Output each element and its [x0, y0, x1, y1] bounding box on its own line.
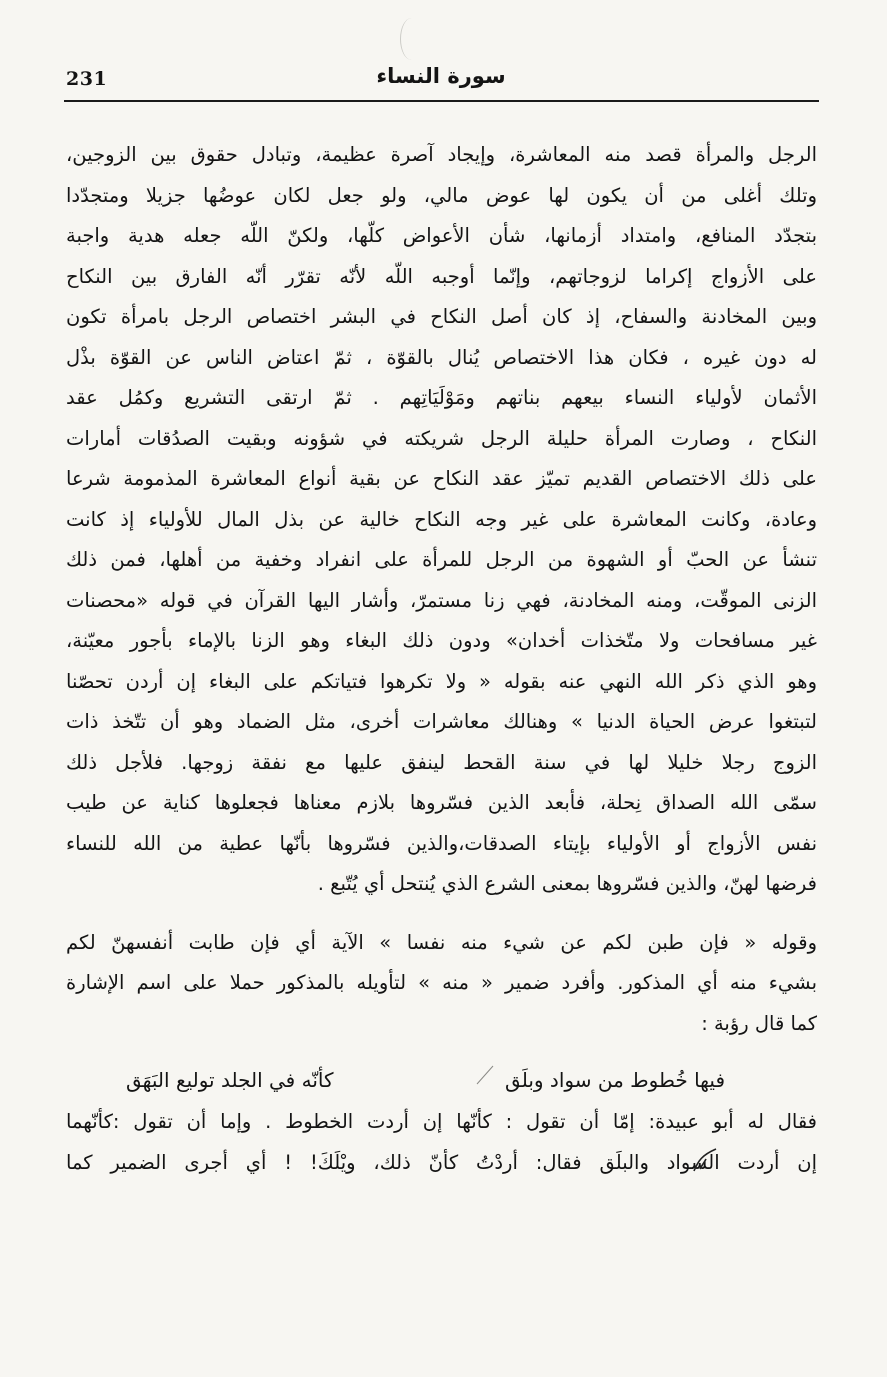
poetry-verse: [66, 1058, 817, 1102]
page-header: [66, 62, 819, 96]
text-line: بشيء منه أي المذكور. وأفرد ضمير « منه » لتأويله بالمذكور حملا على اسم الإشارة: [66, 971, 817, 994]
header-rule: [64, 100, 819, 102]
text-line: سمّى الله الصداق نِحلة، فأبعد الذين فسّروها بلازم معناها فجعلوها كناية عن طيب: [66, 791, 817, 814]
verse-second-hemistich: كأنّه في الجلد توليع البَهَق: [126, 1068, 334, 1092]
text-line: وعادة، وكانت المعاشرة على غير وجه النكاح خالية عن بذل المال للأولياء إذ كانت: [66, 507, 817, 531]
text-line: نفس الأزواج أو الأولياء بإيتاء الصدقات،والذين فسّروها بأنّها عطية من الله للنساء: [66, 831, 817, 855]
paragraph-1: [66, 135, 817, 905]
text-line: على ذلك الاختصاص القديم تميّز عقد النكاح عن بقية أنواع المعاشرة المذمومة شرعا: [66, 467, 817, 490]
text-line: فقال له أبو عبيدة: إمّا أن تقول : كأنّها إن أردت الخطوط . وإما أن تقول :كأنّهما: [66, 1110, 817, 1133]
text-line: بتجدّد المنافع، وامتداد أزمانها، شأن الأعواض كلّها، ولكنّ اللّه جعله هدية واجبة: [66, 224, 817, 247]
text-line: وقوله « فإن طبن لكم عن شيء منه نفسا » الآية أي فإن طابت أنفسهنّ لكم: [66, 930, 817, 954]
pencil-mark-icon: [475, 1064, 495, 1086]
paper-mark: [400, 18, 423, 60]
text-line: النكاح ، وصارت المرأة حليلة الرجل شريكته في شؤونه وبقيت الصدُقات أمارات: [66, 426, 817, 450]
text-line: الرجل والمرأة قصد منه المعاشرة، وإيجاد آصرة عظيمة، وتبادل حقوق بين الزوجين،: [66, 143, 817, 166]
text-line: فرضها لهنّ، والذين فسّروها بمعنى الشرع الذي يُنتحل أي يُتّبع .: [317, 872, 817, 895]
text-line: تنشأ عن الحبّ أو الشهوة من الرجل للمرأة على انفراد وخفية من أهلها، فمن ذلك: [66, 548, 817, 571]
pen-mark-icon: [690, 1145, 720, 1175]
paragraph-2: [66, 923, 817, 1045]
page-body: [66, 135, 817, 1183]
running-title: سورة النساء: [376, 64, 506, 88]
text-line: إن أردت السواد والبلَق فقال: أردْتُ كأنّ ذلك، ويْلَكَ! ! أي أجرى الضمير كما: [66, 1150, 817, 1174]
text-line: وتلك أغلى من أن يكون لها عوض مالي، ولو جعل لكان عوضُها جزيلا ومتجدّدا: [66, 183, 817, 207]
text-line: على الأزواج إكراما لزوجاتهم، وإنّما أوجبه اللّه لأنّه تقرّر أنّه الفارق بين النكاح: [66, 264, 817, 288]
text-line: له دون غيره ، فكان هذا الاختصاص يُنال بالقوّة ، ثمّ اعتاض الناس عن القوّة بذْل: [66, 345, 817, 369]
text-line: الزنى الموقّت، ومنه المخادنة، فهي زنا مستمرّ، وأشار اليها القرآن في قوله «محصنات: [66, 588, 817, 612]
paragraph-gap: [66, 905, 817, 923]
text-line: لتبتغوا عرض الحياة الدنيا » وهنالك معاشرات أخرى، مثل الضماد وهو أن تتّخذ ذات: [66, 710, 817, 733]
text-line: وبين المخادنة والسفاح، إذ كان أصل النكاح في البشر اختصاص الرجل بامرأة تكون: [66, 305, 817, 328]
text-line: الزوج رجلا خليلا لها في سنة القحط لينفق عليها مع نفقة زوجها. فلأجل ذلك: [66, 750, 817, 774]
page-number: 231: [66, 68, 108, 90]
text-line: الأثمان لأولياء النساء بيعهم بناتهم ومَوْلَيَاتِهم . ثمّ ارتقى التشريع وكمُل عقد: [66, 386, 817, 409]
verse-first-hemistich: فيها خُطوط من سواد وبلَق: [505, 1068, 725, 1092]
text-line: غير مسافحات ولا متّخذات أخدان» ودون ذلك البغاء وهو الزنا بالإماء بأجور معيّنة،: [66, 629, 817, 652]
text-line: وهو الذي ذكر الله النهي عنه بقوله « ولا تكرهوا فتياتكم على البغاء إن أردن تحصّنا: [66, 669, 817, 693]
text-line: كما قال رؤبة :: [701, 1011, 817, 1035]
